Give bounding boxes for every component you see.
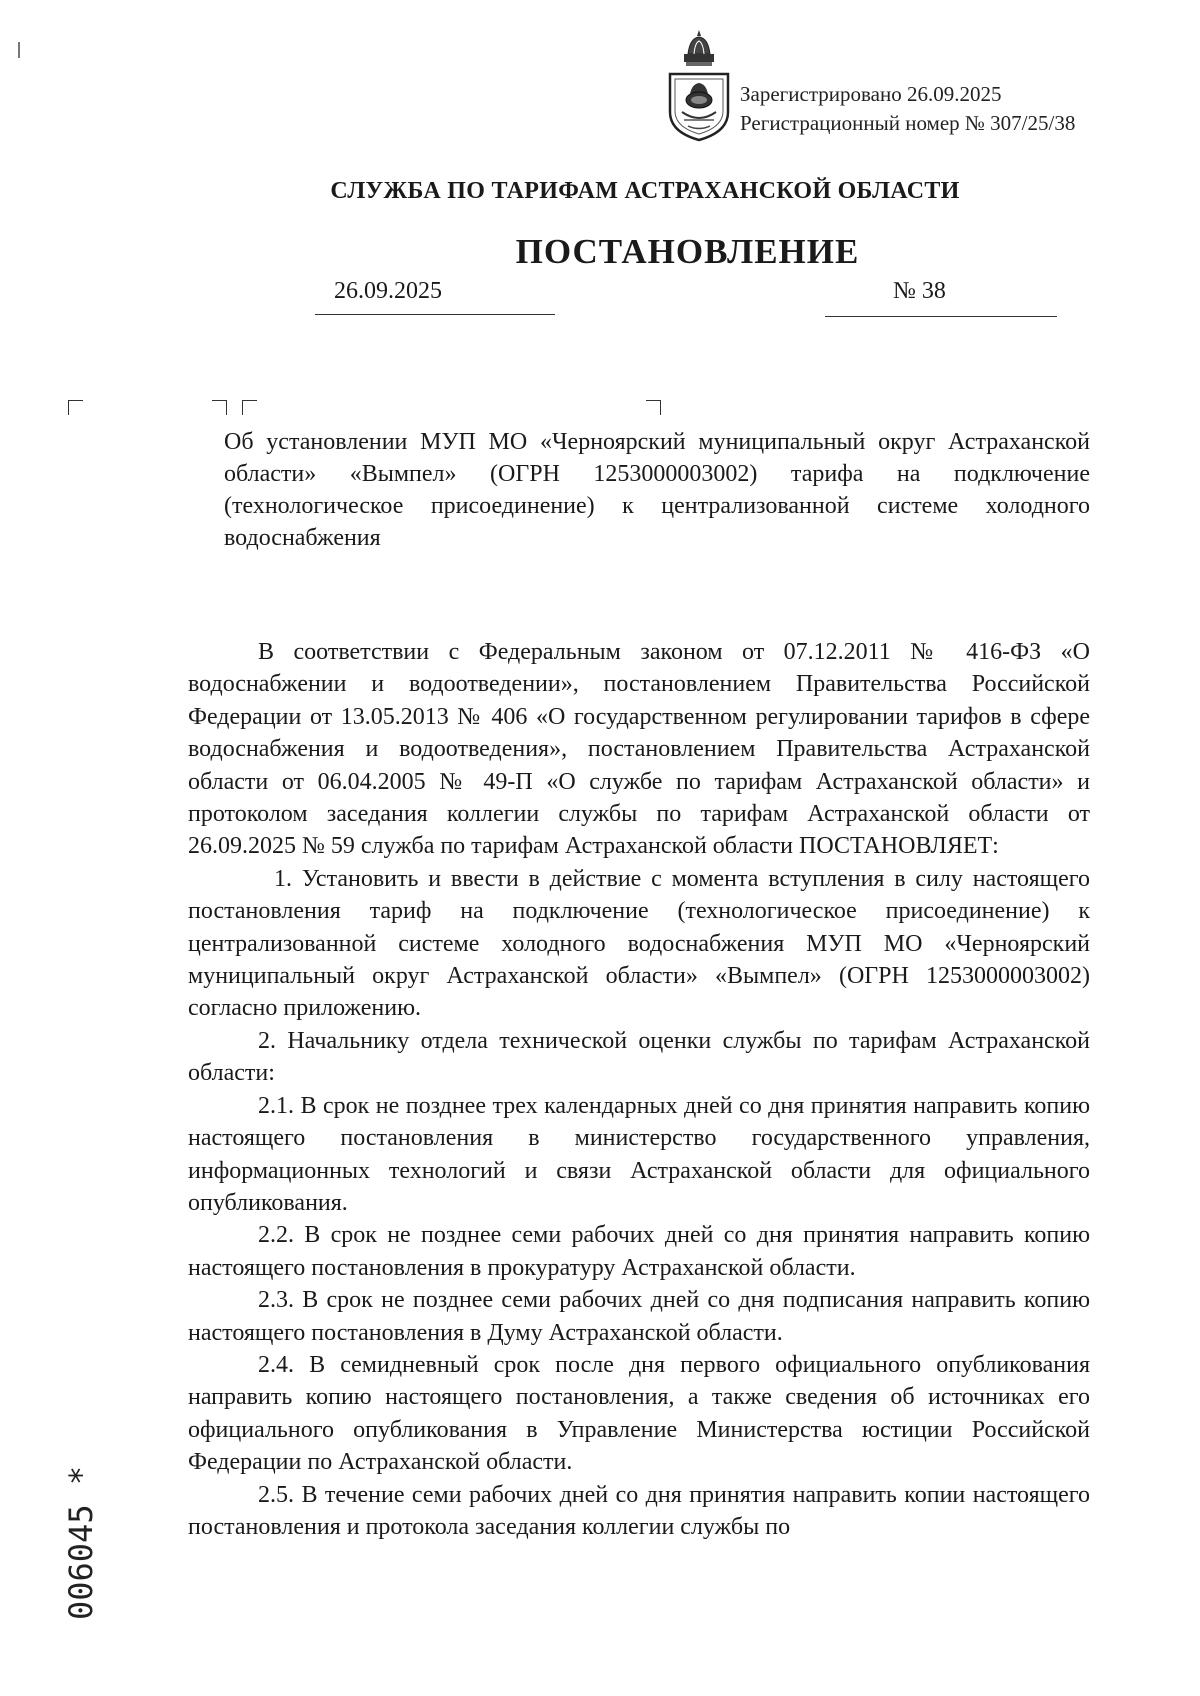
corner-mark-subject-left-b: [242, 400, 257, 415]
body-paragraph-preamble: В соответствии с Федеральным законом от 07.12.2011 № 416-ФЗ «О водоснабжении и водоотведении», постановлением Правительства Российской Федерации от 13.05.2013 № 406 «О государственном регулировании тарифов в сфере водоснабжения и водоотведения», постановлением Правительства Астраханской области от 06.04.2005 № 49-П «О службе по тарифам Астраханской области» и протоколом заседания коллегии службы по тарифам Астраханской области от 26.09.2025 № 59 служба по тарифам Астраханской области ПОСТАНОВЛЯЕТ:: [188, 639, 1090, 860]
body-paragraph-2-5: 2.5. В течение семи рабочих дней со дня принятия направить копии настоящего постановления и протокола заседания коллегии службы по: [188, 1481, 1090, 1540]
document-date: 26.09.2025: [334, 278, 442, 304]
side-serial-text: 006045 *: [62, 1465, 100, 1620]
body-paragraph-2-1: 2.1. В срок не позднее трех календарных дней со дня принятия направить копию настоящего постановления в министерство государственного управления, информационных технологий и связи Астраханской области для официального опубликования.: [188, 1092, 1090, 1216]
document-subject: Об установлении МУП МО «Черноярский муниципальный округ Астраханской области» «Вымпел» (ОГРН 1253000003002) тарифа на подключение (технологическое присоединение) к централизованной системе холодного водоснабжения: [224, 429, 1090, 551]
number-underline: [825, 316, 1057, 317]
body-paragraph-2-4: 2.4. В семидневный срок после дня первого официального опубликования направить копию настоящего постановления, а также сведения об источниках его официального опубликования в Управление Министерства юстиции Российской Федерации по Астраханской области.: [188, 1351, 1090, 1476]
body-paragraph-2-3: 2.3. В срок не позднее семи рабочих дней со дня подписания направить копию настоящего постановления в Думу Астраханской области.: [188, 1287, 1090, 1346]
scan-artifact: [18, 42, 20, 58]
body-paragraph-2-2: 2.2. В срок не позднее семи рабочих дней со дня принятия направить копию настоящего постановления в прокуратуру Астраханской области.: [188, 1222, 1090, 1281]
body-paragraph-2: 2. Начальнику отдела технической оценки службы по тарифам Астраханской области:: [188, 1027, 1090, 1087]
body-paragraph-1: 1. Установить и ввести в действие с момента вступления в силу настоящего постановления тариф на подключение (технологическое присоединение) к централизованной системе холодного водоснабжения МУП МО «Черноярский муниципальный округ Астраханской области» «Вымпел» (ОГРН 1253000003002) согласно приложению.: [188, 865, 1090, 1022]
agency-name: СЛУЖБА ПО ТАРИФАМ АСТРАХАНСКОЙ ОБЛАСТИ: [330, 178, 960, 204]
corner-mark-left: [68, 400, 83, 415]
document-type: ПОСТАНОВЛЕНИЕ: [515, 232, 860, 271]
registration-date: Зарегистрировано 26.09.2025: [740, 82, 1002, 106]
corner-mark-subject-right: [646, 400, 661, 415]
document-body: [188, 636, 1090, 1543]
registration-stamp: [740, 80, 1075, 138]
corner-mark-subject-left-a: [212, 400, 227, 415]
registration-number: Регистрационный номер № 307/25/38: [740, 111, 1076, 135]
coat-of-arms-icon: [664, 28, 734, 146]
document-number: № 38: [893, 278, 946, 304]
date-underline: [315, 314, 555, 315]
side-serial-stamp: [62, 1420, 102, 1620]
